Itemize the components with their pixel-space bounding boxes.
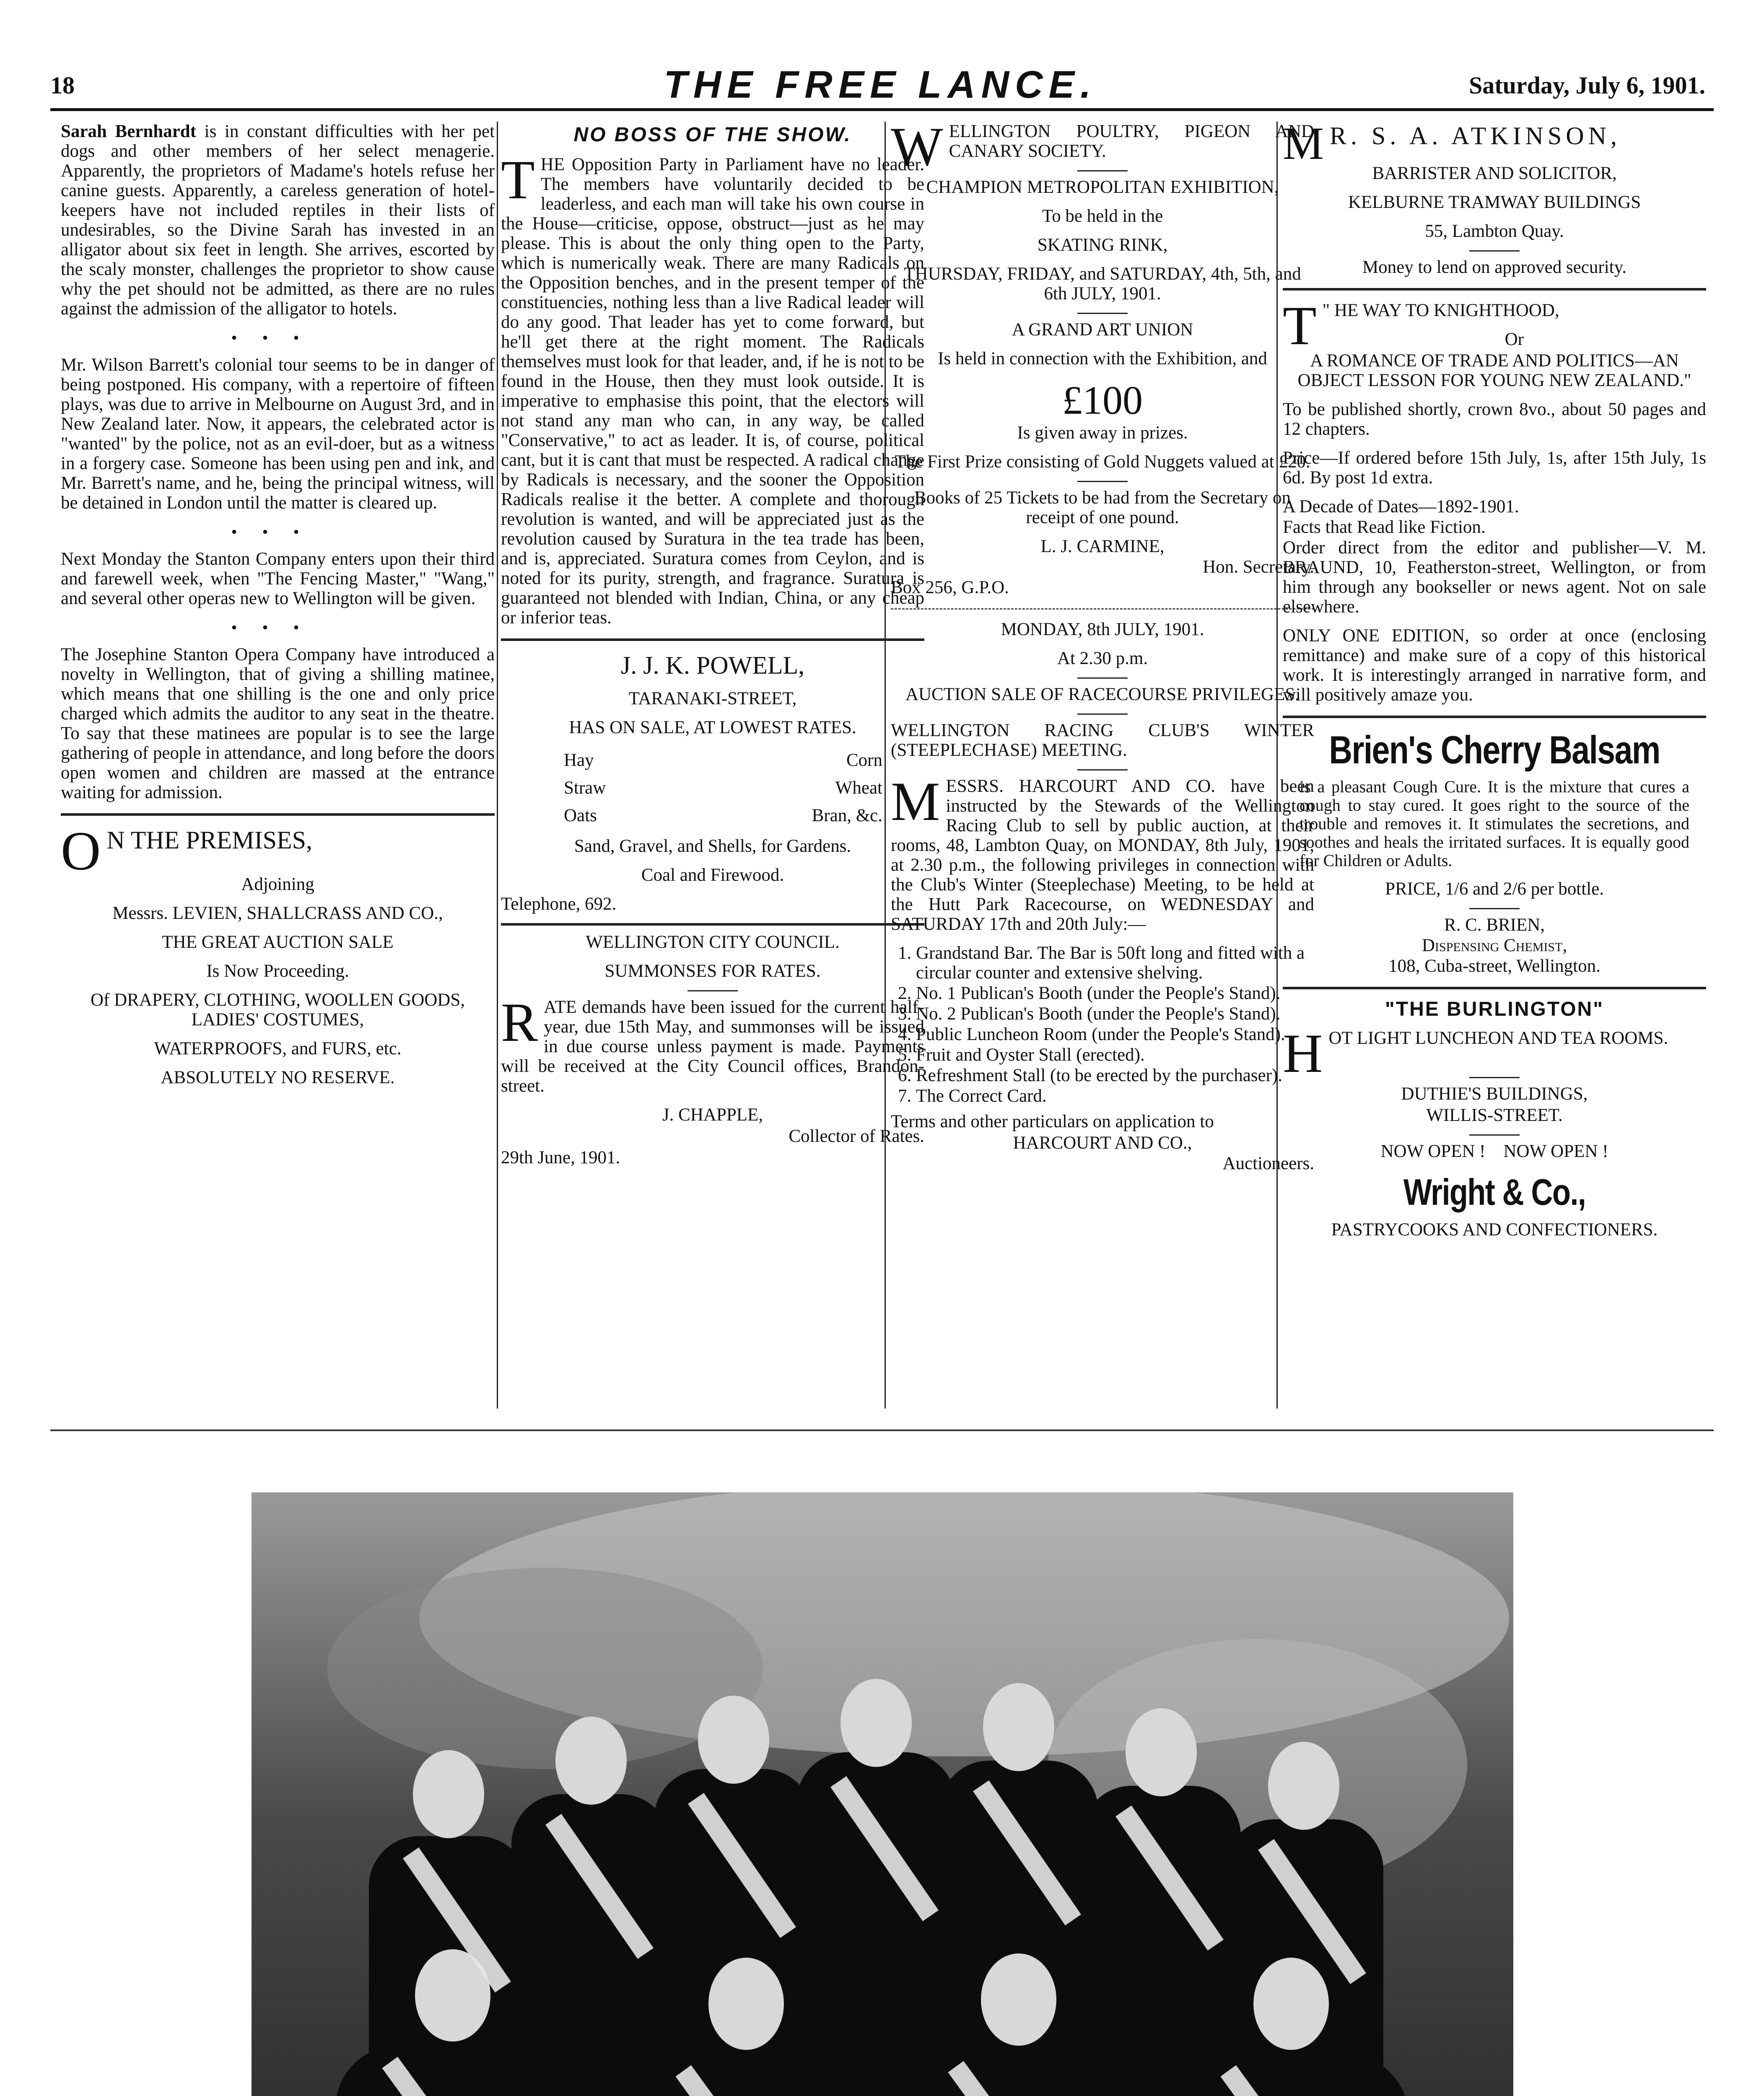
ad-line: Messrs. LEVIEN, SHALLCRASS AND CO.,: [112, 903, 443, 923]
auction-text: ESSRS. HARCOURT AND CO. have been instructed by the Stewards of the Wellington Racing Club to sell by public auction, at their rooms, 48, Lambton Quay, on MONDAY, 8th July, 1901, at 2.30 p.m., the following privileges in connection with the Club's Winter (Steeplechase) Meeting, to be held at the Hutt Park Racecourse, on WEDNESDAY and SATURDAY 17th and 20th July:—: [891, 776, 1314, 934]
produce-row: [501, 774, 924, 802]
powell-telephone: Telephone, 692.: [501, 894, 617, 914]
burlington-open: NOW OPEN ! NOW OPEN !: [1380, 1141, 1608, 1161]
book-or: Or: [1505, 329, 1524, 349]
balsam-address: 108, Cuba-street, Wellington.: [1388, 956, 1601, 976]
book-title: " HE WAY TO KNIGHTHOOD,: [1322, 301, 1559, 320]
burlington-title: "THE BURLINGTON": [1385, 998, 1604, 1020]
book-subtitle: A ROMANCE OF TRADE AND POLITICS—AN OBJECT LESSON FOR YOUNG NEW ZEALAND.": [1297, 351, 1691, 390]
produce-item: Bran, &c.: [812, 806, 882, 825]
section-dots: •••: [231, 328, 324, 347]
column-notices: [891, 122, 1314, 1413]
short-rule: [1469, 908, 1520, 909]
short-rule: [687, 990, 738, 991]
section-rule: [1283, 716, 1706, 718]
matinee-paragraph: The Josephine Stanton Opera Company have introduced a novelty in Wellington, that of giving a shilling matinee, which means that one shilling is the one and only price charged which admits the auditor to any seat in the theatre. To say that these matinees are popular is to see the large gathering of people in attendance, and long before the doors open women and children are massed at the entrance waiting for admission.: [61, 645, 495, 802]
section-rule: [891, 608, 1314, 610]
column-gossip: [61, 122, 495, 1413]
section-rule: [61, 813, 495, 816]
poultry-role: Hon. Secretary.: [1203, 557, 1314, 577]
book-paragraph: Price—If ordered before 15th July, 1s, after 15th July, 1s 6d. By post 1d extra.: [1283, 448, 1706, 488]
article-dropcap: T: [501, 149, 535, 210]
bernhardt-text: is in constant difficulties with her pet dogs and other members of her select menagerie. Apparently, the proprietors of Madame's hotels refuse her canine guests. Apparently, a careless generation of hotel-keepers have not included reptiles in their lists of undesirables, so the Divine Sarah has invested in an alligator about six feet in length. She arrives, escorted by the scaly monster, challenges the proprietor to show cause why the pet should not be admitted, as there are no rules against the admission of the alligator to hotels.: [61, 122, 495, 319]
wright-brand: Wright & Co.,: [1403, 1171, 1586, 1213]
photo-illustration: [252, 1492, 1513, 2096]
auction-signature: HARCOURT AND CO.,: [1013, 1133, 1192, 1153]
header-rule: [50, 108, 1714, 111]
book-paragraph: ONLY ONE EDITION, so order at once (enclosing remittance) and make sure of a copy of this historical work. It is interestingly arranged in narrative form, and will positively amaze you.: [1283, 626, 1706, 705]
racecourse-auction-ad: [891, 620, 1314, 1173]
page-number: 18: [50, 72, 75, 99]
section-rule: [1283, 288, 1706, 291]
masthead-title: THE FREE LANCE.: [664, 63, 1097, 106]
council-subtitle: SUMMONSES FOR RATES.: [604, 961, 821, 981]
auction-body: [891, 770, 1314, 934]
section-dots: •••: [231, 618, 324, 637]
balsam-name: R. C. BRIEN,: [1444, 915, 1545, 935]
atkinson-role: BARRISTER AND SOLICITOR,: [1372, 163, 1617, 183]
produce-item: Oats: [564, 806, 597, 825]
short-rule: [1077, 313, 1128, 314]
knighthood-book-ad: [1283, 295, 1706, 705]
powell-sale: HAS ON SALE, AT LOWEST RATES.: [569, 718, 856, 737]
burlington-dropcap: H: [1283, 1022, 1323, 1084]
atkinson-ad: [1283, 122, 1706, 277]
poultry-line: Books of 25 Tickets to be had from the Secretary on receipt of one pound.: [914, 488, 1291, 527]
wright-role: PASTRYCOOKS AND CONFECTIONERS.: [1331, 1220, 1658, 1240]
list-item: 6. Refreshment Stall (to be erected by the purchaser).: [916, 1066, 1314, 1085]
book-dropcap: T: [1283, 295, 1317, 356]
short-rule: [1077, 481, 1128, 482]
powell-street: TARANAKI-STREET,: [628, 689, 797, 708]
ad-line: Adjoining: [241, 874, 314, 894]
article-heading: NO BOSS OF THE SHOW.: [573, 124, 852, 146]
burlington-address: WILLIS-STREET.: [1426, 1105, 1563, 1125]
ad-line: Is Now Proceeding.: [206, 961, 349, 981]
poultry-line: The First Prize consisting of Gold Nuggets valued at £20.: [895, 452, 1310, 472]
column-editorial: [501, 122, 924, 1413]
book-paragraph: Facts that Read like Fiction.: [1283, 517, 1486, 537]
poultry-line: CHAMPION METROPOLITAN EXHIBITION,: [926, 177, 1279, 197]
ad-line: ABSOLUTELY NO RESERVE.: [161, 1068, 395, 1087]
bernhardt-lead: Sarah Bernhardt: [61, 122, 197, 141]
short-rule: [1469, 1134, 1520, 1136]
prize-amount: £100: [1062, 378, 1143, 423]
powell-name: J. J. K. POWELL,: [620, 651, 805, 679]
short-rule: [1469, 250, 1520, 252]
council-date: 29th June, 1901.: [501, 1148, 620, 1167]
produce-list: [501, 747, 924, 830]
list-item: 1. Grandstand Bar. The Bar is 50ft long and fitted with a circular counter and extensive shelving.: [916, 943, 1314, 983]
auction-date: MONDAY, 8th JULY, 1901.: [1001, 620, 1204, 639]
issue-date: Saturday, July 6, 1901.: [1469, 72, 1705, 99]
privileges-list: [891, 943, 1314, 1106]
produce-item: Straw: [564, 778, 606, 798]
ad-line: THE GREAT AUCTION SALE: [162, 932, 394, 952]
atkinson-address: KELBURNE TRAMWAY BUILDINGS: [1348, 192, 1641, 212]
council-role: Collector of Rates.: [789, 1126, 924, 1146]
balsam-price: PRICE, 1/6 and 2/6 per bottle.: [1385, 879, 1604, 899]
short-rule: [1077, 170, 1128, 171]
poultry-dropcap: W: [891, 122, 943, 177]
auction-role: Auctioneers.: [1222, 1154, 1314, 1173]
section-rule: [50, 1429, 1714, 1431]
short-rule: [1077, 769, 1128, 770]
burlington-body: OT LIGHT LUNCHEON AND TEA ROOMS.: [1328, 1028, 1668, 1048]
council-body: [501, 991, 924, 1096]
powell-coal: Coal and Firewood.: [641, 865, 784, 885]
column-divider: [497, 122, 498, 1409]
produce-item: Hay: [564, 750, 594, 770]
section-rule: [1283, 987, 1706, 989]
list-item: 2. No. 1 Publican's Booth (under the People's Stand).: [916, 983, 1314, 1003]
produce-item: Wheat: [835, 778, 882, 798]
list-item: 7. The Correct Card.: [916, 1086, 1314, 1106]
atkinson-dropcap: M: [1283, 122, 1324, 169]
book-paragraph: A Decade of Dates—1892-1901.: [1283, 497, 1519, 516]
book-paragraph: Order direct from the editor and publisher—V. M. BRAUND, 10, Featherston-street, Wellington, or from him through any bookseller or news agent. Not on sale elsewhere.: [1283, 538, 1706, 617]
list-item: 3. No. 2 Publican's Booth (under the People's Stand).: [916, 1004, 1314, 1024]
ad-line: N THE PREMISES,: [106, 826, 312, 854]
poultry-ad: [891, 122, 1314, 597]
group-photograph: [252, 1492, 1513, 2096]
list-item: 5. Fruit and Oyster Stall (erected).: [916, 1045, 1314, 1065]
poultry-line: THURSDAY, FRIDAY, and SATURDAY, 4th, 5th, and 6th JULY, 1901.: [904, 264, 1301, 304]
poultry-line: Is given away in prizes.: [1017, 423, 1188, 443]
book-paragraph: To be published shortly, crown 8vo., about 50 pages and 12 chapters.: [1283, 399, 1706, 439]
balsam-role: Dispensing Chemist,: [1422, 936, 1567, 955]
atkinson-name: R. S. A. ATKINSON,: [1329, 122, 1621, 150]
auction-dropcap: M: [891, 770, 940, 832]
powell-ad: [501, 651, 924, 914]
auction-club: WELLINGTON RACING CLUB'S WINTER (STEEPLECHASE) MEETING.: [891, 721, 1314, 760]
auction-time: At 2.30 p.m.: [1057, 649, 1148, 668]
powell-sand: Sand, Gravel, and Shells, for Gardens.: [574, 836, 851, 856]
bernhardt-paragraph: [61, 122, 495, 319]
short-rule: [1469, 1077, 1520, 1078]
ad-dropcap: O: [61, 820, 101, 882]
section-rule: [501, 923, 924, 926]
council-title: WELLINGTON CITY COUNCIL.: [586, 932, 840, 952]
burlington-ad: [1283, 999, 1706, 1240]
cherry-balsam-ad: [1283, 728, 1706, 976]
council-notice: [501, 932, 924, 1167]
ad-line: Of DRAPERY, CLOTHING, WOOLLEN GOODS, LADIES' COSTUMES,: [90, 990, 465, 1030]
poultry-line: Is held in connection with the Exhibition, and: [938, 349, 1267, 368]
council-signature: J. CHAPPLE,: [662, 1105, 763, 1125]
stanton-paragraph: Next Monday the Stanton Company enters upon their third and farewell week, when "The Fencing Master," "Wang," and several other operas new to Wellington will be given.: [61, 549, 495, 608]
article-body: [501, 149, 924, 628]
poultry-box: Box 256, G.P.O.: [891, 578, 1009, 597]
poultry-signature: L. J. CARMINE,: [1040, 537, 1165, 556]
column-adverts: [1283, 122, 1706, 1413]
list-item: 4. Public Luncheon Room (under the People's Stand).: [916, 1025, 1314, 1044]
auction-sale-ad: [61, 820, 495, 1087]
article-text: HE Opposition Party in Parliament have no leader. The members have voluntarily decided to be leaderless, and each man will take his own course in the House—criticise, oppose, obstruct—just as he may please. This is about the only thing open to the Party, which is numerically weak. There are many Radicals on the Opposition benches, and in the present temper of the constituencies, nothing less than a live Radical leader will do any good. That leader has yet to come forward, but he'll get there at the right moment. The Radicals themselves must look for that leader, and, if he is not to be found in the House, then they must look outside. It is imperative to emphasise this point, that the electors will not stand any man who can, in any way, be called "Conservative," to act as leader. It is, of course, political cant, but it is cant that must be respected. A radical change by Radicals is necessary, and the sooner the Opposition Radicals realise it the better. A complete and thorough revolution is wanted, and will be appreciated just as the revolution caused by Suratura in the tea trade has been, and is, appreciated. Suratura comes from Ceylon, and is noted for its purity, strength, and fragrance. Suratura is guaranteed not blended with Indian, China, or any cheap or inferior teas.: [501, 155, 924, 628]
burlington-address: DUTHIE'S BUILDINGS,: [1401, 1084, 1588, 1104]
poultry-line: A GRAND ART UNION: [1012, 320, 1193, 340]
produce-row: [501, 747, 924, 774]
short-rule: [1077, 677, 1128, 679]
produce-item: Corn: [846, 750, 882, 770]
council-dropcap: R: [501, 991, 538, 1053]
auction-terms: Terms and other particulars on application to: [891, 1112, 1214, 1131]
council-text: ATE demands have been issued for the current half-year, due 15th May, and summonses will be issued in due course unless payment is made. Payments will be received at the City Council offices, Brandon-street.: [501, 997, 924, 1096]
poultry-line: To be held in the: [1042, 206, 1163, 226]
poultry-title: ELLINGTON POULTRY, PIGEON AND CANARY SOCIETY.: [949, 122, 1314, 161]
barrett-paragraph: Mr. Wilson Barrett's colonial tour seems to be in danger of being postponed. His company, with a repertoire of fifteen plays, was due to arrive in Melbourne on August 3rd, and in New Zealand later. Now, it appears, the celebrated actor is "wanted" by the police, not as an evil-doer, but as a witness in a forgery case. Someone has been using pen and ink, and Mr. Barrett's name, and he, being the principal witness, will be detained in London until the matter is cleared up.: [61, 355, 495, 513]
atkinson-street: 55, Lambton Quay.: [1425, 221, 1564, 241]
section-rule: [501, 638, 924, 641]
produce-row: [501, 802, 924, 830]
ad-line: WATERPROOFS, and FURS, etc.: [154, 1039, 402, 1058]
balsam-brand: Brien's Cherry Balsam: [1329, 728, 1660, 772]
auction-title: AUCTION SALE OF RACECOURSE PRIVILEGES.: [905, 685, 1300, 704]
balsam-body: is a pleasant Cough Cure. It is the mixture that cures a cough to stay cured. It goes right to the source of the trouble and removes it. It stimulates the secretions, and soothes and heals the irritated surfaces. It is equally good for Children or Adults.: [1300, 777, 1689, 870]
short-rule: [1077, 713, 1128, 715]
section-dots: •••: [231, 522, 324, 541]
atkinson-money: Money to lend on approved security.: [1362, 257, 1627, 277]
poultry-line: SKATING RINK,: [1037, 235, 1168, 255]
